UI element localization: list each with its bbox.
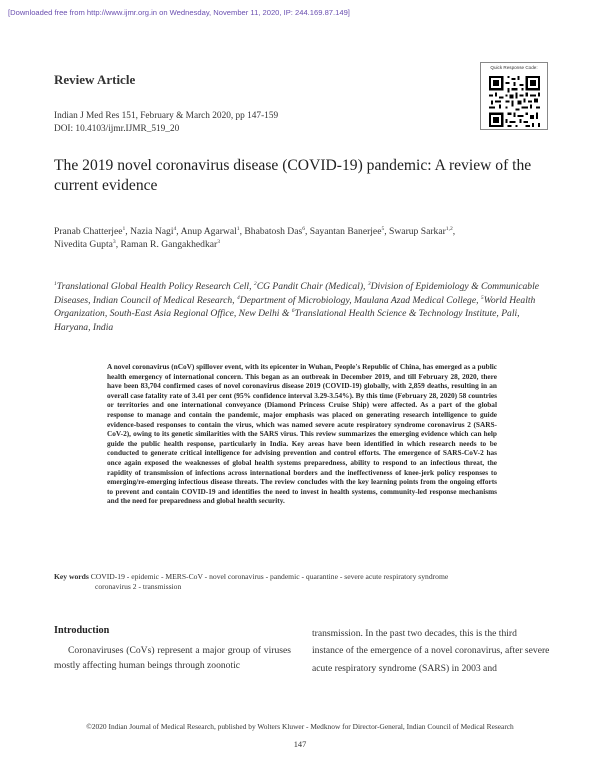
abstract: A novel coronavirus (nCoV) spillover event, with its epicenter in Wuhan, People's Republic of China, has emerged as a public health emergency of international concern. This began as an outbreak in December 2019, and till February 28, 2020, there have been 83,704 confirmed cases of novel coronavirus disease 2019 (COVID-19) globally, with 2,859 deaths, resulting in an overall case fatality rate of 3.41 per cent (95% confidence interval 3.29-3.54%). By this time (February 28, 2020) 58 countries or territories and one international conveyance (Diamond Princess Cruise Ship) were affected. As a part of the global response to manage and contain the pandemic, major emphasis was placed on generating research intelligence to guide evidence-based responses to contain the virus, which was named severe acute respiratory syndrome coronavirus 2 (SARS-CoV-2), owing to its genetic similarities with the SARS virus. This review summarizes the emerging evidence which can help guide the public health response, particularly in India. Key areas have been identified in which research needs to be conducted to generate critical intelligence for advising prevention and control efforts. The emergence of SARS-CoV-2 has once again exposed the weaknesses of global health systems preparedness, ability to respond to an infectious threat, the rapidity of transmission of infections across international borders and the ineffectiveness of knee-jerk policy responses to emerging/re-emerging infectious disease threats. The review concludes with the key learning points from the ongoing efforts to prevent and contain COVID-19 and identifies the need to invest in health systems, community-led response mechanisms and the need for preparedness and global health security. <box>107 362 497 506</box>
keywords <box>54 572 549 592</box>
section-heading-introduction: Introduction <box>54 625 110 636</box>
article-type: Review Article <box>54 72 136 87</box>
qr-code-title: Quick Response Code: <box>490 65 538 70</box>
citation-block <box>54 110 278 135</box>
keywords-line-2: coronavirus 2 - transmission <box>95 581 182 591</box>
author-1: Pranab Chatterjee$^1$, <box>54 225 131 237</box>
keywords-label: Key words <box>54 572 89 581</box>
download-banner: [Downloaded free from http://www.ijmr.org.in on Wednesday, November 11, 2020, IP: 244.169.87.149] <box>8 8 350 17</box>
author-6: Swarup Sarkar$^{1,2}$, <box>389 225 456 237</box>
qr-code-box <box>480 62 548 130</box>
author-3: Anup Agarwal$^1$, <box>180 225 245 237</box>
author-7: Nivedita Gupta$^3$, <box>54 239 121 251</box>
qr-code-icon <box>489 76 540 127</box>
copyright-footer: ©2020 Indian Journal of Medical Research, published by Wolters Kluwer - Medknow for Director-General, Indian Council of Medical Research <box>86 722 514 731</box>
page-number: 147 <box>293 740 307 749</box>
author-8: Raman R. Gangakhedkar$^3$ <box>120 239 220 251</box>
author-2: Nazia Nagi$^4$, <box>130 225 181 237</box>
journal-citation: Indian J Med Res 151, February & March 2020, pp 147-159 <box>54 111 279 121</box>
affiliations: $^1$Translational Global Health Policy Research Cell, $^2$CG Pandit Chair (Medical), $^3$Division of Epidemiology & Communicable Diseases, Indian Council of Medical Research, $^4$Department of Microbiology, Maulana Azad Medical College, $^5$World Health Organization, South-East Asia Regional Office, New Delhi & $^6$Translational Health Science & Technology Institute, Pali, Haryana, India <box>54 280 540 333</box>
keywords-line-1: COVID-19 - epidemic - MERS-CoV - novel coronavirus - pandemic - quarantine - severe acute respiratory syndrome <box>90 572 449 581</box>
doi: DOI: 10.4103/ijmr.IJMR_519_20 <box>54 123 180 134</box>
body-column-right: transmission. In the past two decades, this is the third instance of the emergence of a novel coronavirus, after severe acute respiratory syndrome (SARS) in 2003 and <box>312 628 550 674</box>
author-list <box>54 225 549 251</box>
author-4: Bhabatosh Das$^6$, <box>244 225 310 237</box>
author-5: Sayantan Banerjee$^5$, <box>309 225 390 237</box>
article-title: The 2019 novel coronavirus disease (COVID-19) pandemic: A review of the current evidence <box>54 157 532 194</box>
body-column-left: Coronaviruses (CoVs) represent a major group of viruses mostly affecting human beings through zoonotic <box>54 645 291 671</box>
